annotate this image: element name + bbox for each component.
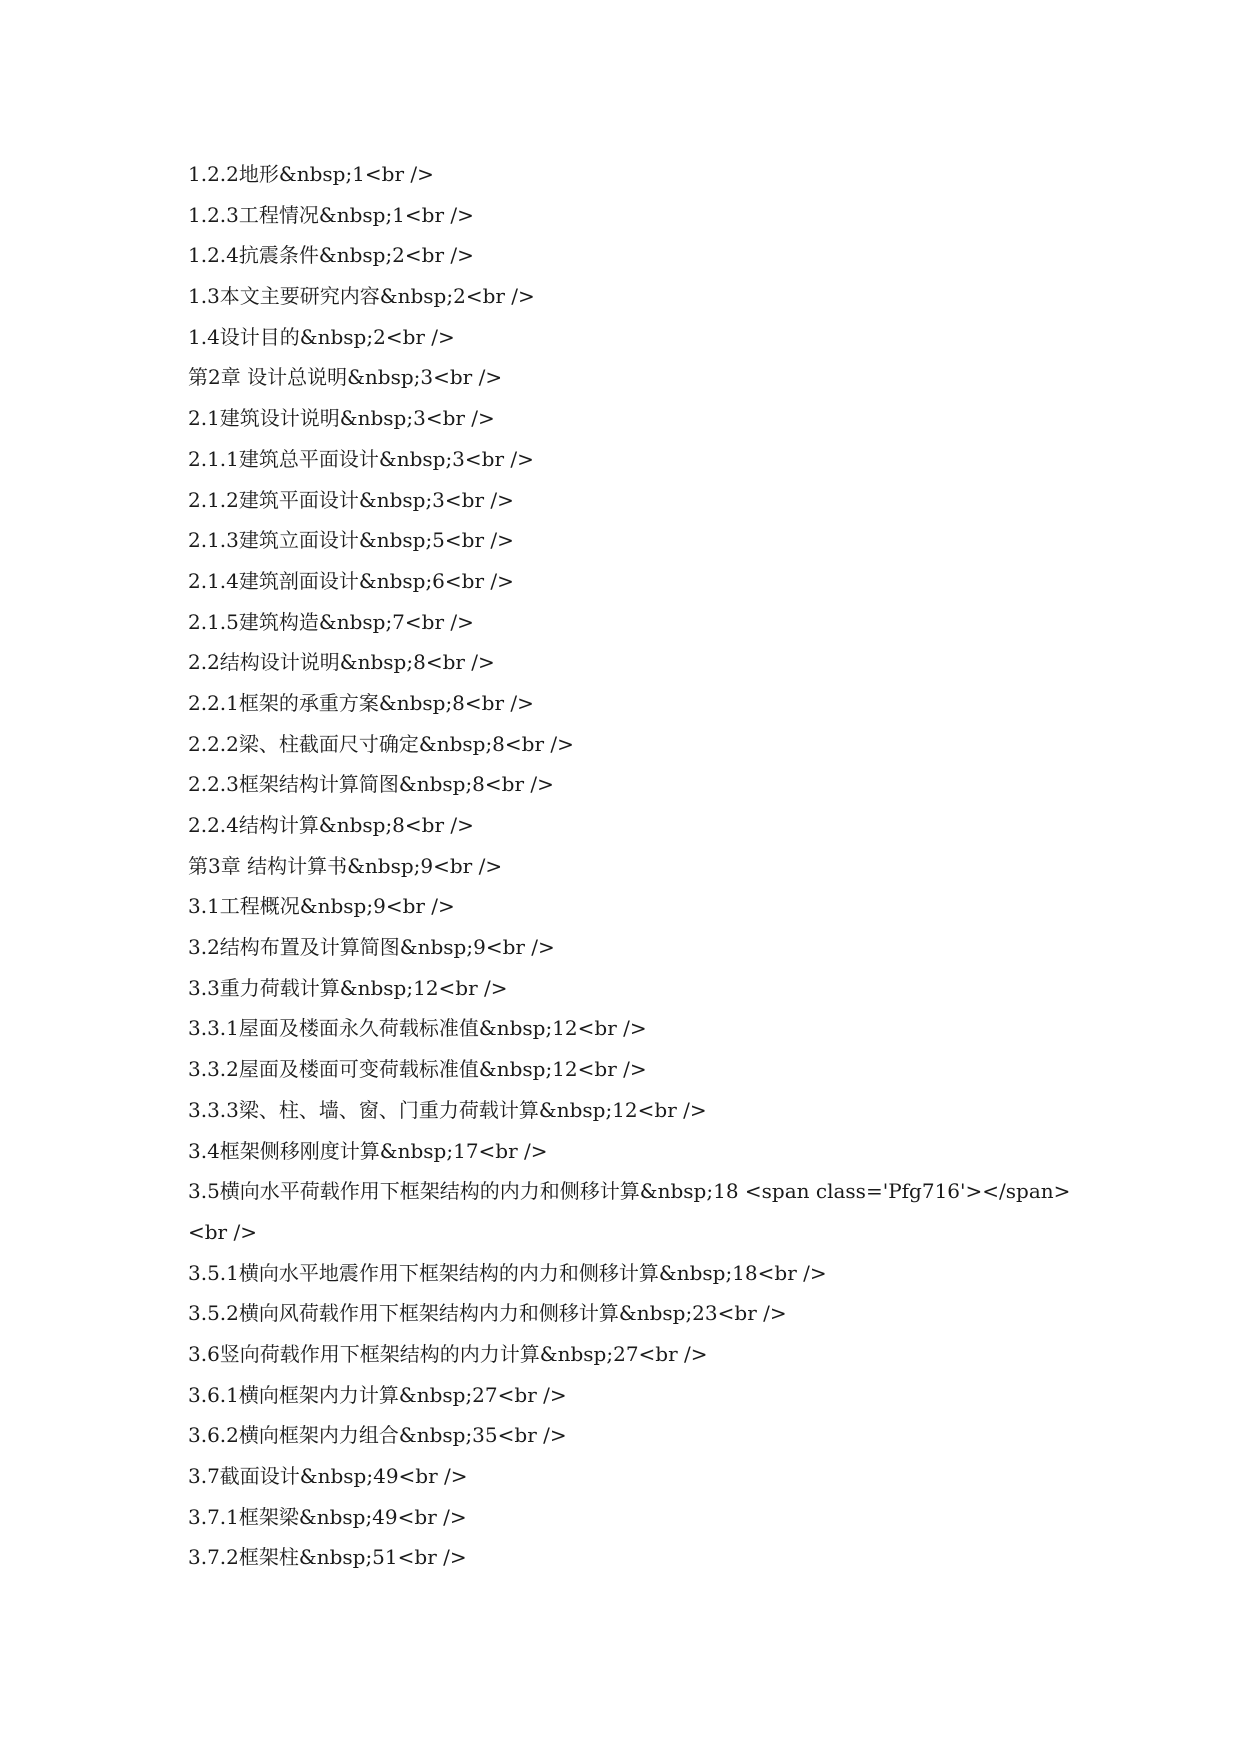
toc-line: 3.6竖向荷载作用下框架结构的内力计算&nbsp;27<br /> [188, 1341, 708, 1366]
toc-line: 2.1.5建筑构造&nbsp;7<br /> [188, 609, 474, 634]
toc-line: 2.1.2建筑平面设计&nbsp;3<br /> [188, 487, 514, 512]
toc-line: 2.2.4结构计算&nbsp;8<br /> [188, 813, 474, 837]
toc-line: 3.3.3梁、柱、墙、窗、门重力荷载计算&nbsp;12<br /> [188, 1097, 707, 1122]
toc-line: 1.2.2地形&nbsp;1<br /> [188, 162, 434, 186]
toc-line: 3.5.1横向水平地震作用下框架结构的内力和侧移计算&nbsp;18<br /> [188, 1260, 827, 1285]
toc-line: 3.5横向水平荷载作用下框架结构的内力和侧移计算&nbsp;18 <span class='Pfg716'></span> [188, 1179, 1071, 1204]
toc-line: 3.4框架侧移刚度计算&nbsp;17<br /> [188, 1138, 548, 1163]
toc-line: 3.3.1屋面及楼面永久荷载标准值&nbsp;12<br /> [188, 1016, 647, 1041]
table-of-contents [188, 154, 1071, 1578]
toc-line: 1.2.4抗震条件&nbsp;2<br /> [188, 243, 474, 268]
toc-line: 3.3重力荷载计算&nbsp;12<br /> [188, 975, 508, 1000]
toc-line: 3.7.2框架柱&nbsp;51<br /> [188, 1545, 467, 1570]
toc-line: 3.1工程概况&nbsp;9<br /> [188, 894, 455, 919]
toc-line: <br /> [188, 1219, 257, 1244]
toc-line: 2.2.1框架的承重方案&nbsp;8<br /> [188, 690, 534, 715]
toc-line: 1.2.3工程情况&nbsp;1<br /> [188, 202, 474, 227]
toc-line: 3.6.2横向框架内力组合&nbsp;35<br /> [188, 1423, 567, 1448]
toc-line: 2.2.2梁、柱截面尺寸确定&nbsp;8<br /> [188, 731, 574, 756]
toc-line: 3.7.1框架梁&nbsp;49<br /> [188, 1504, 467, 1529]
toc-line: 3.2结构布置及计算简图&nbsp;9<br /> [188, 935, 555, 960]
toc-line: 2.1.1建筑总平面设计&nbsp;3<br /> [188, 446, 534, 471]
toc-line: 1.4设计目的&nbsp;2<br /> [188, 324, 455, 349]
toc-line: 1.3本文主要研究内容&nbsp;2<br /> [188, 284, 535, 309]
toc-line: 2.1.3建筑立面设计&nbsp;5<br /> [188, 528, 514, 553]
toc-line: 3.5.2横向风荷载作用下框架结构内力和侧移计算&nbsp;23<br /> [188, 1301, 787, 1326]
toc-line: 第2章 设计总说明&nbsp;3<br /> [188, 365, 503, 390]
toc-line: 3.3.2屋面及楼面可变荷载标准值&nbsp;12<br /> [188, 1057, 647, 1082]
toc-line: 2.2.3框架结构计算简图&nbsp;8<br /> [188, 772, 554, 797]
toc-line: 2.1.4建筑剖面设计&nbsp;6<br /> [188, 568, 514, 593]
toc-line: 3.7截面设计&nbsp;49<br /> [188, 1464, 468, 1488]
toc-line: 2.2结构设计说明&nbsp;8<br /> [188, 650, 495, 675]
toc-line: 3.6.1横向框架内力计算&nbsp;27<br /> [188, 1382, 567, 1407]
toc-line: 第3章 结构计算书&nbsp;9<br /> [188, 853, 503, 878]
toc-line: 2.1建筑设计说明&nbsp;3<br /> [188, 406, 495, 431]
